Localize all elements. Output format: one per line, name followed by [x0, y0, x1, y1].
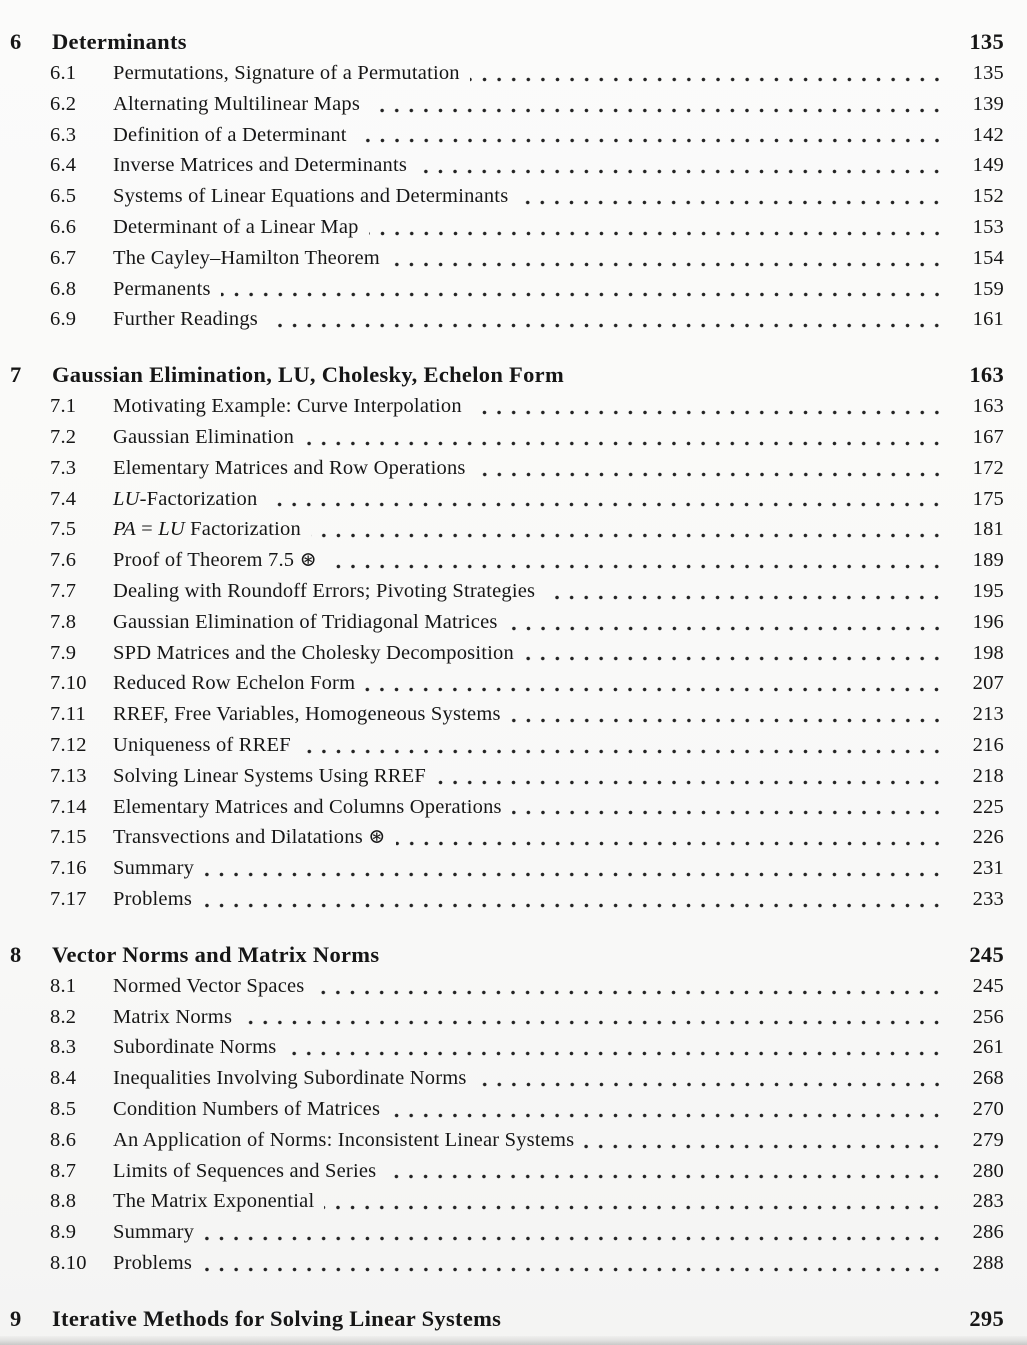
chapter-page-number: 245: [969, 941, 1004, 967]
dot-leader: [511, 1322, 944, 1329]
section-row: [50, 453, 1004, 484]
title-segment-italic: PA: [113, 518, 136, 541]
section-page-number: 139: [972, 92, 1004, 115]
section-row: [50, 1248, 1004, 1279]
section-title: Limits of Sequences and Series: [113, 1159, 377, 1182]
dot-leader: [311, 532, 944, 539]
dot-leader: [197, 45, 944, 52]
chapter-title: Determinants: [52, 29, 187, 54]
dot-leader: [584, 1143, 944, 1150]
chapter-number: 9: [10, 1305, 22, 1331]
section-row: [50, 422, 1004, 453]
section-row: [50, 730, 1004, 761]
dot-leader: [304, 440, 944, 447]
section-row: [50, 58, 1004, 89]
section-title: Alternating Multilinear Maps: [113, 92, 360, 115]
section-page-number: 154: [972, 246, 1004, 269]
section-page-number: 245: [972, 974, 1004, 997]
section-number: 6.6: [50, 215, 77, 238]
chapter-row: [10, 26, 1004, 58]
dot-leader: [370, 107, 944, 114]
dot-leader: [574, 378, 944, 385]
section-title: Inequalities Involving Subordinate Norms: [113, 1067, 467, 1090]
section-page-number: 233: [972, 887, 1004, 910]
section-page-number: 288: [972, 1251, 1004, 1274]
section-number: 7.7: [50, 579, 77, 602]
section-title: [113, 514, 301, 545]
section-row: [50, 792, 1004, 823]
chapter-number: 6: [10, 29, 22, 54]
section-row: [50, 304, 1004, 335]
section-number: 7.17: [50, 887, 87, 910]
dot-leader: [390, 1112, 944, 1119]
section-title: Determinant of a Linear Map: [113, 215, 359, 238]
section-number: 7.13: [50, 764, 87, 787]
section-number: 7.2: [50, 425, 77, 448]
section-number: 7.6: [50, 549, 77, 572]
chapter-page-number: 295: [969, 1305, 1004, 1331]
dot-leader: [202, 902, 944, 909]
section-number: 8.4: [50, 1067, 77, 1090]
section-title: The Matrix Exponential: [113, 1190, 315, 1213]
title-segment: =: [135, 518, 159, 541]
section-page-number: 279: [972, 1128, 1004, 1151]
dot-leader: [477, 1081, 944, 1088]
section-page-number: 198: [972, 641, 1004, 664]
section-title: Proof of Theorem 7.5 ⊛: [113, 549, 317, 572]
dot-leader: [470, 76, 944, 83]
section-row: [50, 971, 1004, 1002]
section-page-number: 189: [972, 549, 1004, 572]
section-number: 6.3: [50, 123, 77, 146]
section-page-number: 153: [972, 215, 1004, 238]
chapter-title: Gaussian Elimination, LU, Cholesky, Echelon Form: [52, 362, 564, 388]
dot-leader: [545, 594, 944, 601]
section-title: Matrix Norms: [113, 1005, 233, 1028]
page-bottom-scan-shadow: [0, 1336, 1027, 1345]
section-page-number: 216: [972, 733, 1004, 756]
section-number: 7.3: [50, 456, 77, 479]
section-number: 7.16: [50, 857, 87, 880]
dot-leader: [314, 989, 944, 996]
dot-leader: [396, 840, 944, 847]
section-number: 7.10: [50, 672, 87, 695]
section-page-number: 280: [972, 1159, 1004, 1182]
dot-leader: [511, 717, 944, 724]
section-number: 6.7: [50, 246, 77, 269]
section-number: 7.15: [50, 826, 87, 849]
section-page-number: 159: [972, 277, 1004, 300]
section-row: [50, 822, 1004, 853]
chapter-row: [10, 359, 1004, 391]
section-page-number: 196: [972, 610, 1004, 633]
section-title: Subordinate Norms: [113, 1036, 277, 1059]
section-page-number: 152: [972, 185, 1004, 208]
section-page-number: 213: [972, 703, 1004, 726]
section-row: [50, 699, 1004, 730]
section-title: SPD Matrices and the Cholesky Decomposition: [113, 641, 514, 664]
dot-leader: [365, 686, 944, 693]
section-number: 6.9: [50, 308, 77, 331]
dot-leader: [436, 779, 944, 786]
section-page-number: 261: [972, 1036, 1004, 1059]
section-number: 8.3: [50, 1036, 77, 1059]
section-number: 6.1: [50, 62, 77, 84]
section-row: [50, 514, 1004, 545]
section-page-number: 283: [972, 1190, 1004, 1213]
section-title: Summary: [113, 1221, 195, 1244]
dot-leader: [242, 1019, 944, 1026]
dot-leader: [472, 409, 944, 416]
section-number: 8.8: [50, 1190, 77, 1213]
section-title: Permanents: [113, 277, 211, 300]
dot-leader: [357, 137, 944, 144]
section-page-number: 167: [972, 425, 1004, 448]
dot-leader: [202, 1266, 944, 1273]
section-number: 7.11: [50, 703, 86, 726]
section-title: Problems: [113, 887, 193, 910]
chapter-page-number: 163: [969, 362, 1004, 388]
title-segment-italic: LU: [158, 518, 185, 541]
section-title: Uniqueness of RREF: [113, 733, 291, 756]
section-title: Problems: [113, 1251, 193, 1274]
section-page-number: 149: [972, 154, 1004, 177]
section-page-number: 218: [972, 764, 1004, 787]
dot-leader: [267, 501, 944, 508]
dot-leader: [324, 1204, 944, 1211]
dot-leader: [327, 563, 944, 570]
section-title: Dealing with Roundoff Errors; Pivoting Strategies: [113, 579, 536, 602]
section-number: 7.4: [50, 487, 77, 510]
section-title: Elementary Matrices and Row Operations: [113, 456, 466, 479]
section-number: 8.7: [50, 1159, 77, 1182]
section-title: Condition Numbers of Matrices: [113, 1097, 381, 1120]
section-number: 8.9: [50, 1221, 77, 1244]
section-row: [50, 181, 1004, 212]
section-title: Gaussian Elimination: [113, 425, 295, 448]
section-number: 6.5: [50, 185, 77, 208]
section-page-number: 207: [972, 672, 1004, 695]
section-row: [50, 638, 1004, 669]
section-row: [50, 761, 1004, 792]
dot-leader: [476, 471, 944, 478]
dot-leader: [204, 1235, 944, 1242]
section-row: [50, 212, 1004, 243]
dot-leader: [221, 291, 944, 298]
section-number: 8.5: [50, 1097, 77, 1120]
section-page-number: 231: [972, 857, 1004, 880]
section-row: [50, 1063, 1004, 1094]
section-row: [50, 545, 1004, 576]
section-title: Elementary Matrices and Columns Operations: [113, 795, 502, 818]
section-number: 6.2: [50, 92, 77, 115]
section-row: [50, 1217, 1004, 1248]
section-number: 6.4: [50, 154, 77, 177]
section-number: 6.8: [50, 277, 77, 300]
section-row: [50, 150, 1004, 181]
section-row: [50, 1032, 1004, 1063]
dot-leader: [386, 1173, 944, 1180]
section-row: [50, 274, 1004, 305]
section-number: 8.6: [50, 1128, 77, 1151]
title-segment: Factorization: [184, 518, 301, 541]
section-page-number: 181: [972, 518, 1004, 541]
section-page-number: 175: [972, 487, 1004, 510]
section-number: 7.1: [50, 395, 77, 418]
section-number: 8.2: [50, 1005, 77, 1028]
section-page-number: 270: [972, 1097, 1004, 1120]
section-row: [50, 853, 1004, 884]
section-title: Systems of Linear Equations and Determinants: [113, 185, 509, 208]
section-row: [50, 1186, 1004, 1217]
section-row: [50, 89, 1004, 120]
section-row: [50, 668, 1004, 699]
section-title: Solving Linear Systems Using RREF: [113, 764, 426, 787]
section-row: [50, 1125, 1004, 1156]
section-row: [50, 884, 1004, 915]
dot-leader: [524, 655, 944, 662]
section-row: [50, 1002, 1004, 1033]
dot-leader: [512, 809, 944, 816]
section-page-number: 135: [972, 62, 1004, 84]
section-row: [50, 576, 1004, 607]
chapter-number: 8: [10, 941, 22, 967]
section-number: 7.12: [50, 733, 87, 756]
section-row: [50, 120, 1004, 151]
section-title: Motivating Example: Curve Interpolation: [113, 395, 462, 418]
section-number: 7.5: [50, 518, 77, 541]
section-page-number: 161: [972, 308, 1004, 331]
chapter-row: [10, 939, 1004, 971]
dot-leader: [286, 1050, 944, 1057]
section-title: Further Readings: [113, 308, 258, 331]
chapter-row: [10, 1303, 1004, 1335]
section-number: 7.14: [50, 795, 87, 818]
title-segment-italic: LU: [113, 487, 140, 510]
section-page-number: 226: [972, 826, 1004, 849]
section-title: Inverse Matrices and Determinants: [113, 154, 408, 177]
dot-leader: [301, 748, 944, 755]
section-number: 7.9: [50, 641, 77, 664]
dot-leader: [268, 322, 944, 329]
section-title: [113, 484, 257, 515]
section-title: Permutations, Signature of a Permutation: [113, 62, 460, 84]
section-title: The Cayley–Hamilton Theorem: [113, 246, 380, 269]
dot-leader: [518, 199, 944, 206]
section-title: Gaussian Elimination of Tridiagonal Matrices: [113, 610, 498, 633]
section-title: Summary: [113, 857, 195, 880]
section-page-number: 142: [972, 123, 1004, 146]
dot-leader: [369, 230, 944, 237]
section-row: [50, 484, 1004, 515]
section-number: 8.1: [50, 974, 77, 997]
dot-leader: [390, 261, 944, 268]
section-title: Reduced Row Echelon Form: [113, 672, 356, 695]
section-page-number: 163: [972, 395, 1004, 418]
section-row: [50, 607, 1004, 638]
chapter-title: Iterative Methods for Solving Linear Systems: [52, 1305, 502, 1331]
section-row: [50, 1094, 1004, 1125]
chapter-title: Vector Norms and Matrix Norms: [52, 941, 380, 967]
chapter-number: 7: [10, 362, 22, 388]
section-page-number: 225: [972, 795, 1004, 818]
dot-leader: [204, 871, 944, 878]
section-page-number: 268: [972, 1067, 1004, 1090]
section-row: [50, 243, 1004, 274]
section-title: RREF, Free Variables, Homogeneous Systems: [113, 703, 501, 726]
section-page-number: 286: [972, 1221, 1004, 1244]
section-number: 8.10: [50, 1251, 87, 1274]
section-number: 7.8: [50, 610, 77, 633]
section-title: Normed Vector Spaces: [113, 974, 305, 997]
section-title: Transvections and Dilatations ⊛: [113, 826, 386, 849]
section-page-number: 256: [972, 1005, 1004, 1028]
dot-leader: [417, 168, 944, 175]
section-page-number: 172: [972, 456, 1004, 479]
dot-leader: [508, 625, 944, 632]
table-of-contents: [10, 26, 1004, 1335]
section-title: Definition of a Determinant: [113, 123, 347, 146]
dot-leader: [389, 958, 944, 965]
section-page-number: 195: [972, 579, 1004, 602]
title-segment: -Factorization: [139, 487, 258, 510]
section-title: An Application of Norms: Inconsistent Linear Systems: [113, 1128, 575, 1151]
chapter-page-number: 135: [969, 29, 1004, 54]
section-row: [50, 391, 1004, 422]
section-row: [50, 1156, 1004, 1187]
